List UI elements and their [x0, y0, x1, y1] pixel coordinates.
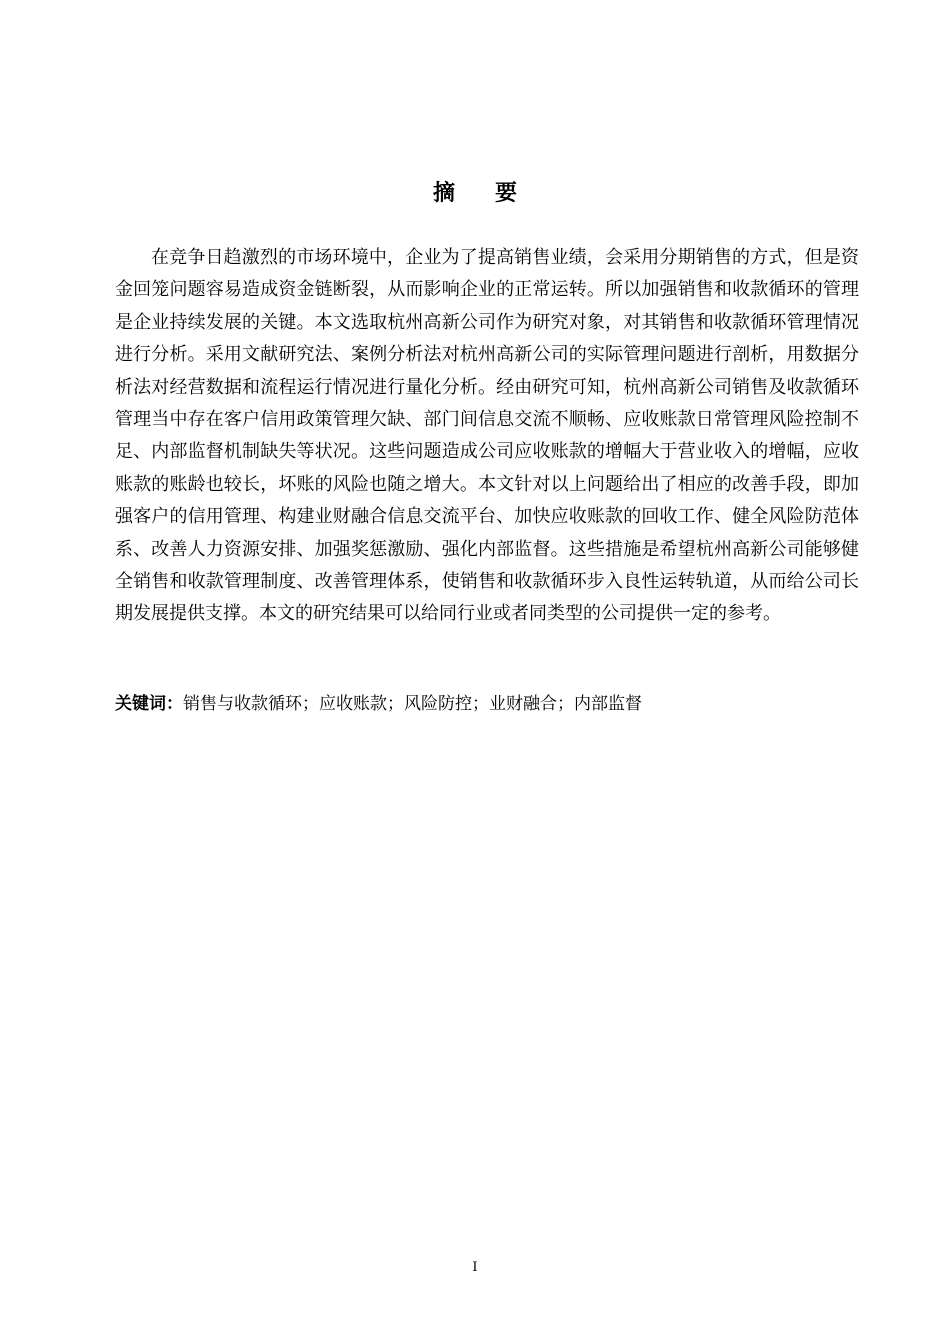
- keywords-line: [115, 688, 859, 720]
- keywords-text: 销售与收款循环；应收账款；风险防控；业财融合；内部监督: [183, 694, 642, 714]
- page-number: I: [472, 1260, 478, 1275]
- page-title: 摘要: [432, 181, 557, 206]
- keywords-label: 关键词：: [115, 694, 183, 714]
- abstract-paragraph: 在竞争日趋激烈的市场环境中，企业为了提高销售业绩，会采用分期销售的方式，但是资金回笼问题容易造成资金链断裂，从而影响企业的正常运转。所以加强销售和收款循环的管理是企业持续发展的关键。本文选取杭州高新公司作为研究对象，对其销售和收款循环管理情况进行分析。采用文献研究法、案例分析法对杭州高新公司的实际管理问题进行剖析，用数据分析法对经营数据和流程运行情况进行量化分析。经由研究可知，杭州高新公司销售及收款循环管理当中存在客户信用政策管理欠缺、部门间信息交流不顺畅、应收账款日常管理风险控制不足、内部监督机制缺失等状况。这些问题造成公司应收账款的增幅大于营业收入的增幅，应收账款的账龄也较长，坏账的风险也随之增大。本文针对以上问题给出了相应的改善手段，即加强客户的信用管理、构建业财融合信息交流平台、加快应收账款的回收工作、健全风险防范体系、改善人力资源安排、加强奖惩激励、强化内部监督。这些措施是希望杭州高新公司能够健全销售和收款管理制度、改善管理体系，使销售和收款循环步入良性运转轨道，从而给公司长期发展提供支撑。本文的研究结果可以给同行业或者同类型的公司提供一定的参考。: [115, 247, 859, 625]
